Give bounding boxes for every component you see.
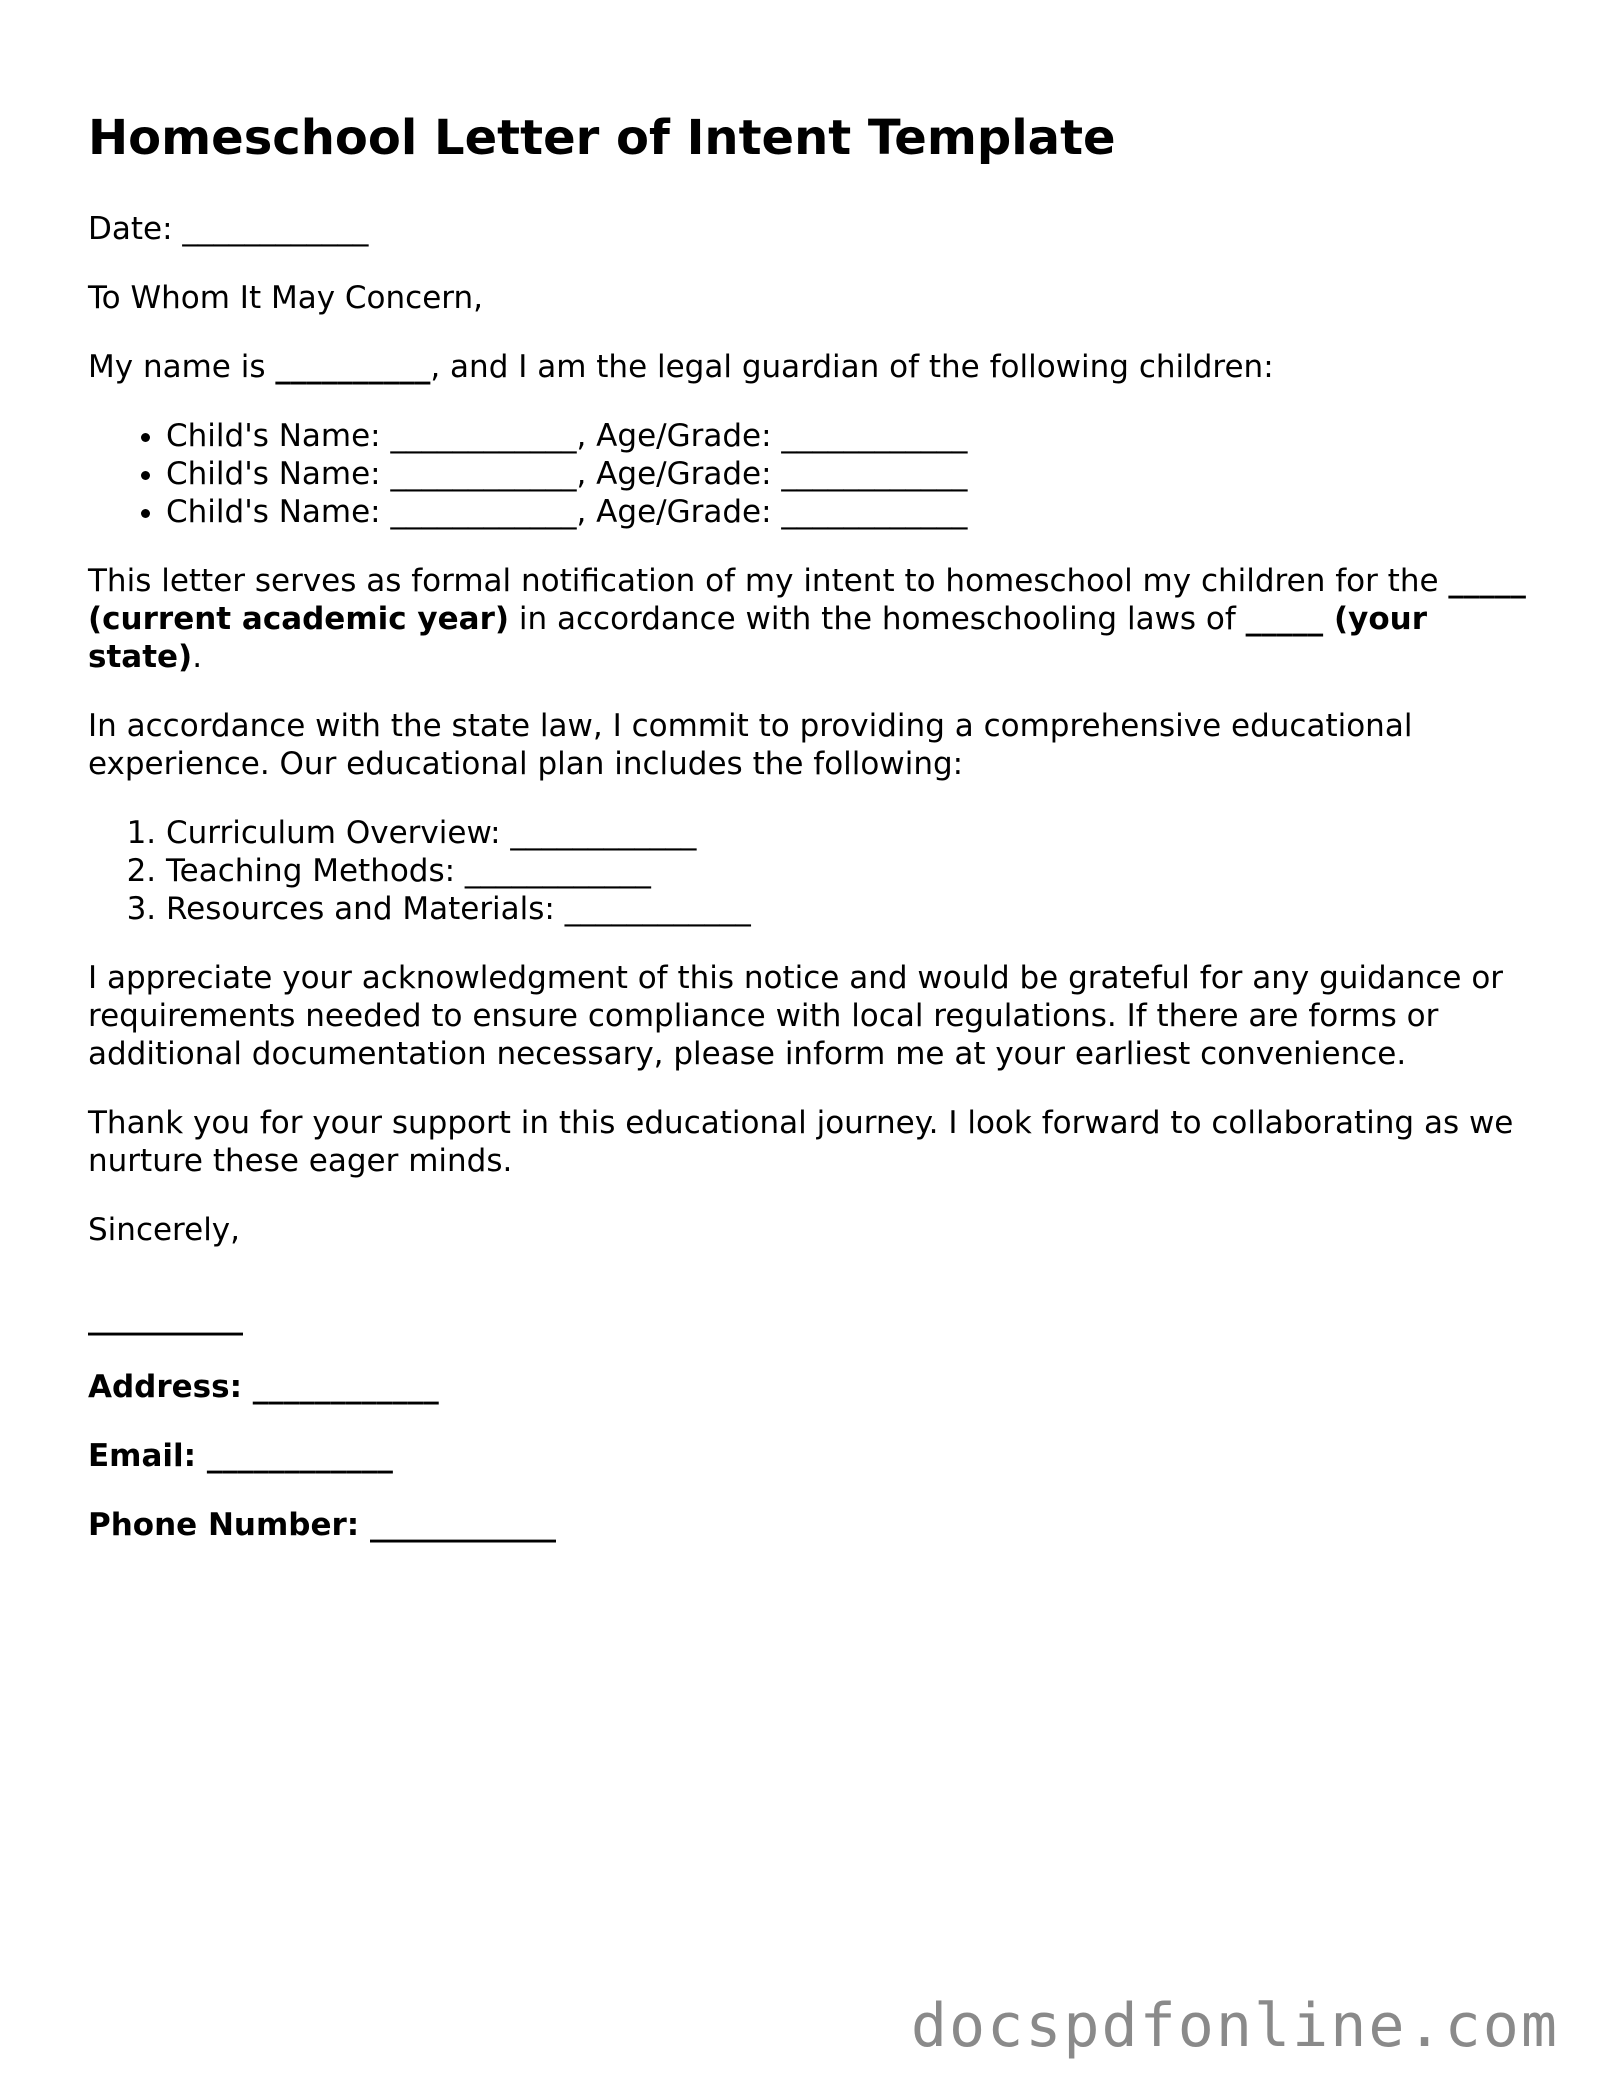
closing: Sincerely,: [88, 1212, 241, 1248]
notification-text-2: in accordance with the homeschooling laws of: [509, 601, 1246, 637]
address-label: Address:: [88, 1369, 242, 1405]
signature-line: [88, 1299, 1528, 1337]
notification-text-3: .: [192, 639, 203, 675]
intro-paragraph: [88, 348, 1528, 386]
intro-prefix: My name is: [88, 349, 276, 385]
date-line: Date: ____________: [88, 211, 369, 247]
thanks-paragraph: Thank you for your support in this educational journey. I look forward to collaborating as we nurture these eager minds.: [88, 1105, 1514, 1179]
list-item: 3. Resources and Materials: ____________: [166, 890, 1528, 928]
email-label: Email:: [88, 1438, 197, 1474]
signature-blank: __________: [88, 1300, 243, 1336]
list-item: • Child's Name: ____________, Age/Grade: ____________: [166, 493, 1528, 531]
list-item: • Child's Name: ____________, Age/Grade: ____________: [166, 455, 1528, 493]
notification-paragraph: [88, 562, 1528, 676]
address-blank: ____________: [242, 1369, 439, 1405]
list-item: • Child's Name: ____________, Age/Grade: ____________: [166, 417, 1528, 455]
address-line: [88, 1368, 1528, 1406]
appreciation-paragraph: I appreciate your acknowledgment of this notice and would be grateful for any guidance or requirements needed to ensure compliance with local regulations. If there are forms or additional documentation necessary, please inform me at your earliest convenience.: [88, 960, 1504, 1072]
greeting: To Whom It May Concern,: [88, 280, 483, 316]
list-item: 2. Teaching Methods: ____________: [166, 852, 1528, 890]
list-item: 1. Curriculum Overview: ____________: [166, 814, 1528, 852]
phone-blank: ____________: [359, 1507, 556, 1543]
intro-suffix: , and I am the legal guardian of the following children:: [430, 349, 1274, 385]
plan-list: [88, 814, 1528, 928]
academic-year-blank: _____ (current academic year): [88, 563, 1526, 637]
email-line: [88, 1437, 1528, 1475]
name-blank: __________: [275, 349, 431, 385]
page-title: Homeschool Letter of Intent Template: [88, 110, 1116, 166]
notification-text-1: This letter serves as formal notification of my intent to homeschool my children for the: [88, 563, 1449, 599]
state-blank: _____ (your state): [88, 601, 1427, 675]
phone-label: Phone Number:: [88, 1507, 360, 1543]
phone-line: [88, 1506, 1528, 1544]
letter-document: [88, 108, 1528, 1575]
children-list: [88, 417, 1528, 531]
commitment-paragraph: In accordance with the state law, I commit to providing a comprehensive educational experience. Our educational plan includes the following:: [88, 708, 1413, 782]
watermark: docspdfonline.com: [910, 1991, 1559, 2061]
email-blank: ____________: [196, 1438, 393, 1474]
